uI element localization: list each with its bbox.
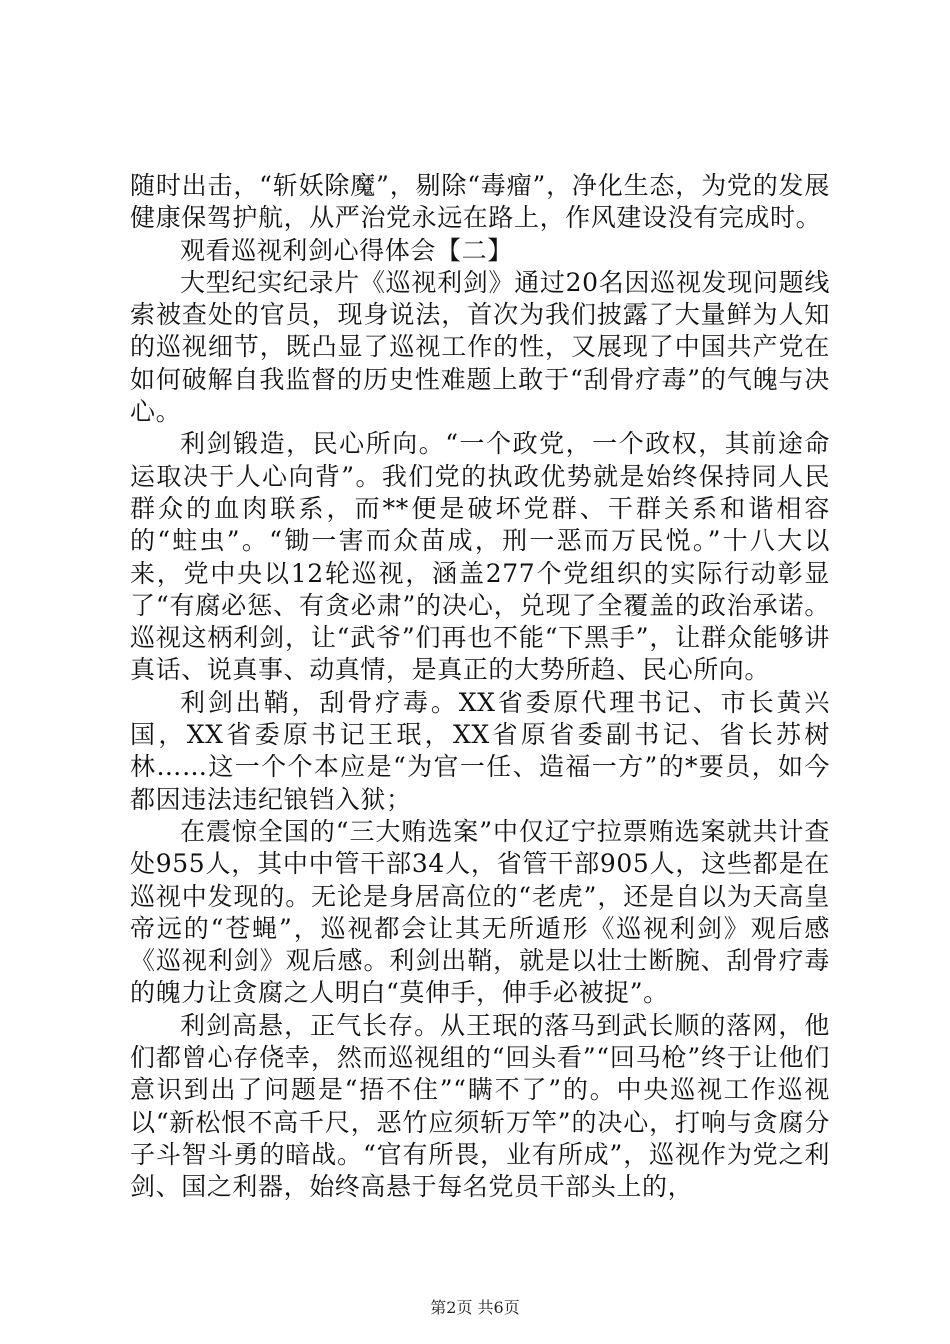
document-body	[130, 170, 830, 1204]
paragraph-sword-forging: 利剑锻造，民心所向。“一个政党，一个政权，其前途命运取决于人心向背”。我们党的执政优势就是始终保持同人民群众的血肉联系，而**便是破坏党群、干群关系和谐相容的“蛀虫”。“锄一害而众苗成，刑一恶而万民悦。”十八大以来，党中央以12轮巡视，涵盖277个党组织的实际行动彰显了“有腐必惩、有贪必肃”的决心，兑现了全覆盖的政治承诺。巡视这柄利剑，让“武爷”们再也不能“下黑手”，让群众能够讲真话、说真事、动真情，是真正的大势所趋、民心所向。	[130, 429, 830, 685]
paragraph-bribery-case: 在震惊全国的“三大贿选案”中仅辽宁拉票贿选案就共计查处955人，其中中管干部34人，省管干部905人，这些都是在巡视中发现的。无论是身居高位的“老虎”，还是自以为天高皇帝远的“苍蝇”，巡视都会让其无所遁形《巡视利剑》观后感《巡视利剑》观后感。利剑出鞘，就是以壮士断腕、刮骨疗毒的魄力让贪腐之人明白“莫伸手，伸手必被捉”。	[130, 816, 830, 1008]
paragraph-sword-hanging: 利剑高悬，正气长存。从王珉的落马到武长顺的落网，他们都曾心存侥幸，然而巡视组的“回头看”“回马枪”终于让他们意识到出了问题是“捂不住”“瞒不了”的。中央巡视工作巡视以“新松恨不高千尺，恶竹应须斩万竿”的决心，打响与贪腐分子斗智斗勇的暗战。“官有所畏，业有所成”，巡视作为党之利剑、国之利器，始终高悬于每名党员干部头上的，	[130, 1010, 830, 1202]
paragraph-continuation: 随时出击，“斩妖除魔”，剔除“毒瘤”，净化生态，为党的发展健康保驾护航，从严治党永远在路上，作风建设没有完成时。	[130, 171, 830, 233]
page-footer: 第2页 共6页	[430, 1298, 520, 1317]
section-heading: 观看巡视利剑心得体会【二】	[180, 235, 513, 265]
paragraph-intro: 大型纪实纪录片《巡视利剑》通过20名因巡视发现问题线索被查处的官员，现身说法，首次为我们披露了大量鲜为人知的巡视细节，既凸显了巡视工作的性，又展现了中国共产党在如何破解自我监督的历史性难题上敢于“刮骨疗毒”的气魄与决心。	[130, 267, 830, 427]
paragraph-sword-drawn: 利剑出鞘，刮骨疗毒。XX省委原代理书记、市长黄兴国，XX省委原书记王珉，XX省原省委副书记、省长苏树林……这一个个本应是“为官一任、造福一方”的*要员，如今都因违法违纪锒铛入狱；	[130, 687, 830, 814]
